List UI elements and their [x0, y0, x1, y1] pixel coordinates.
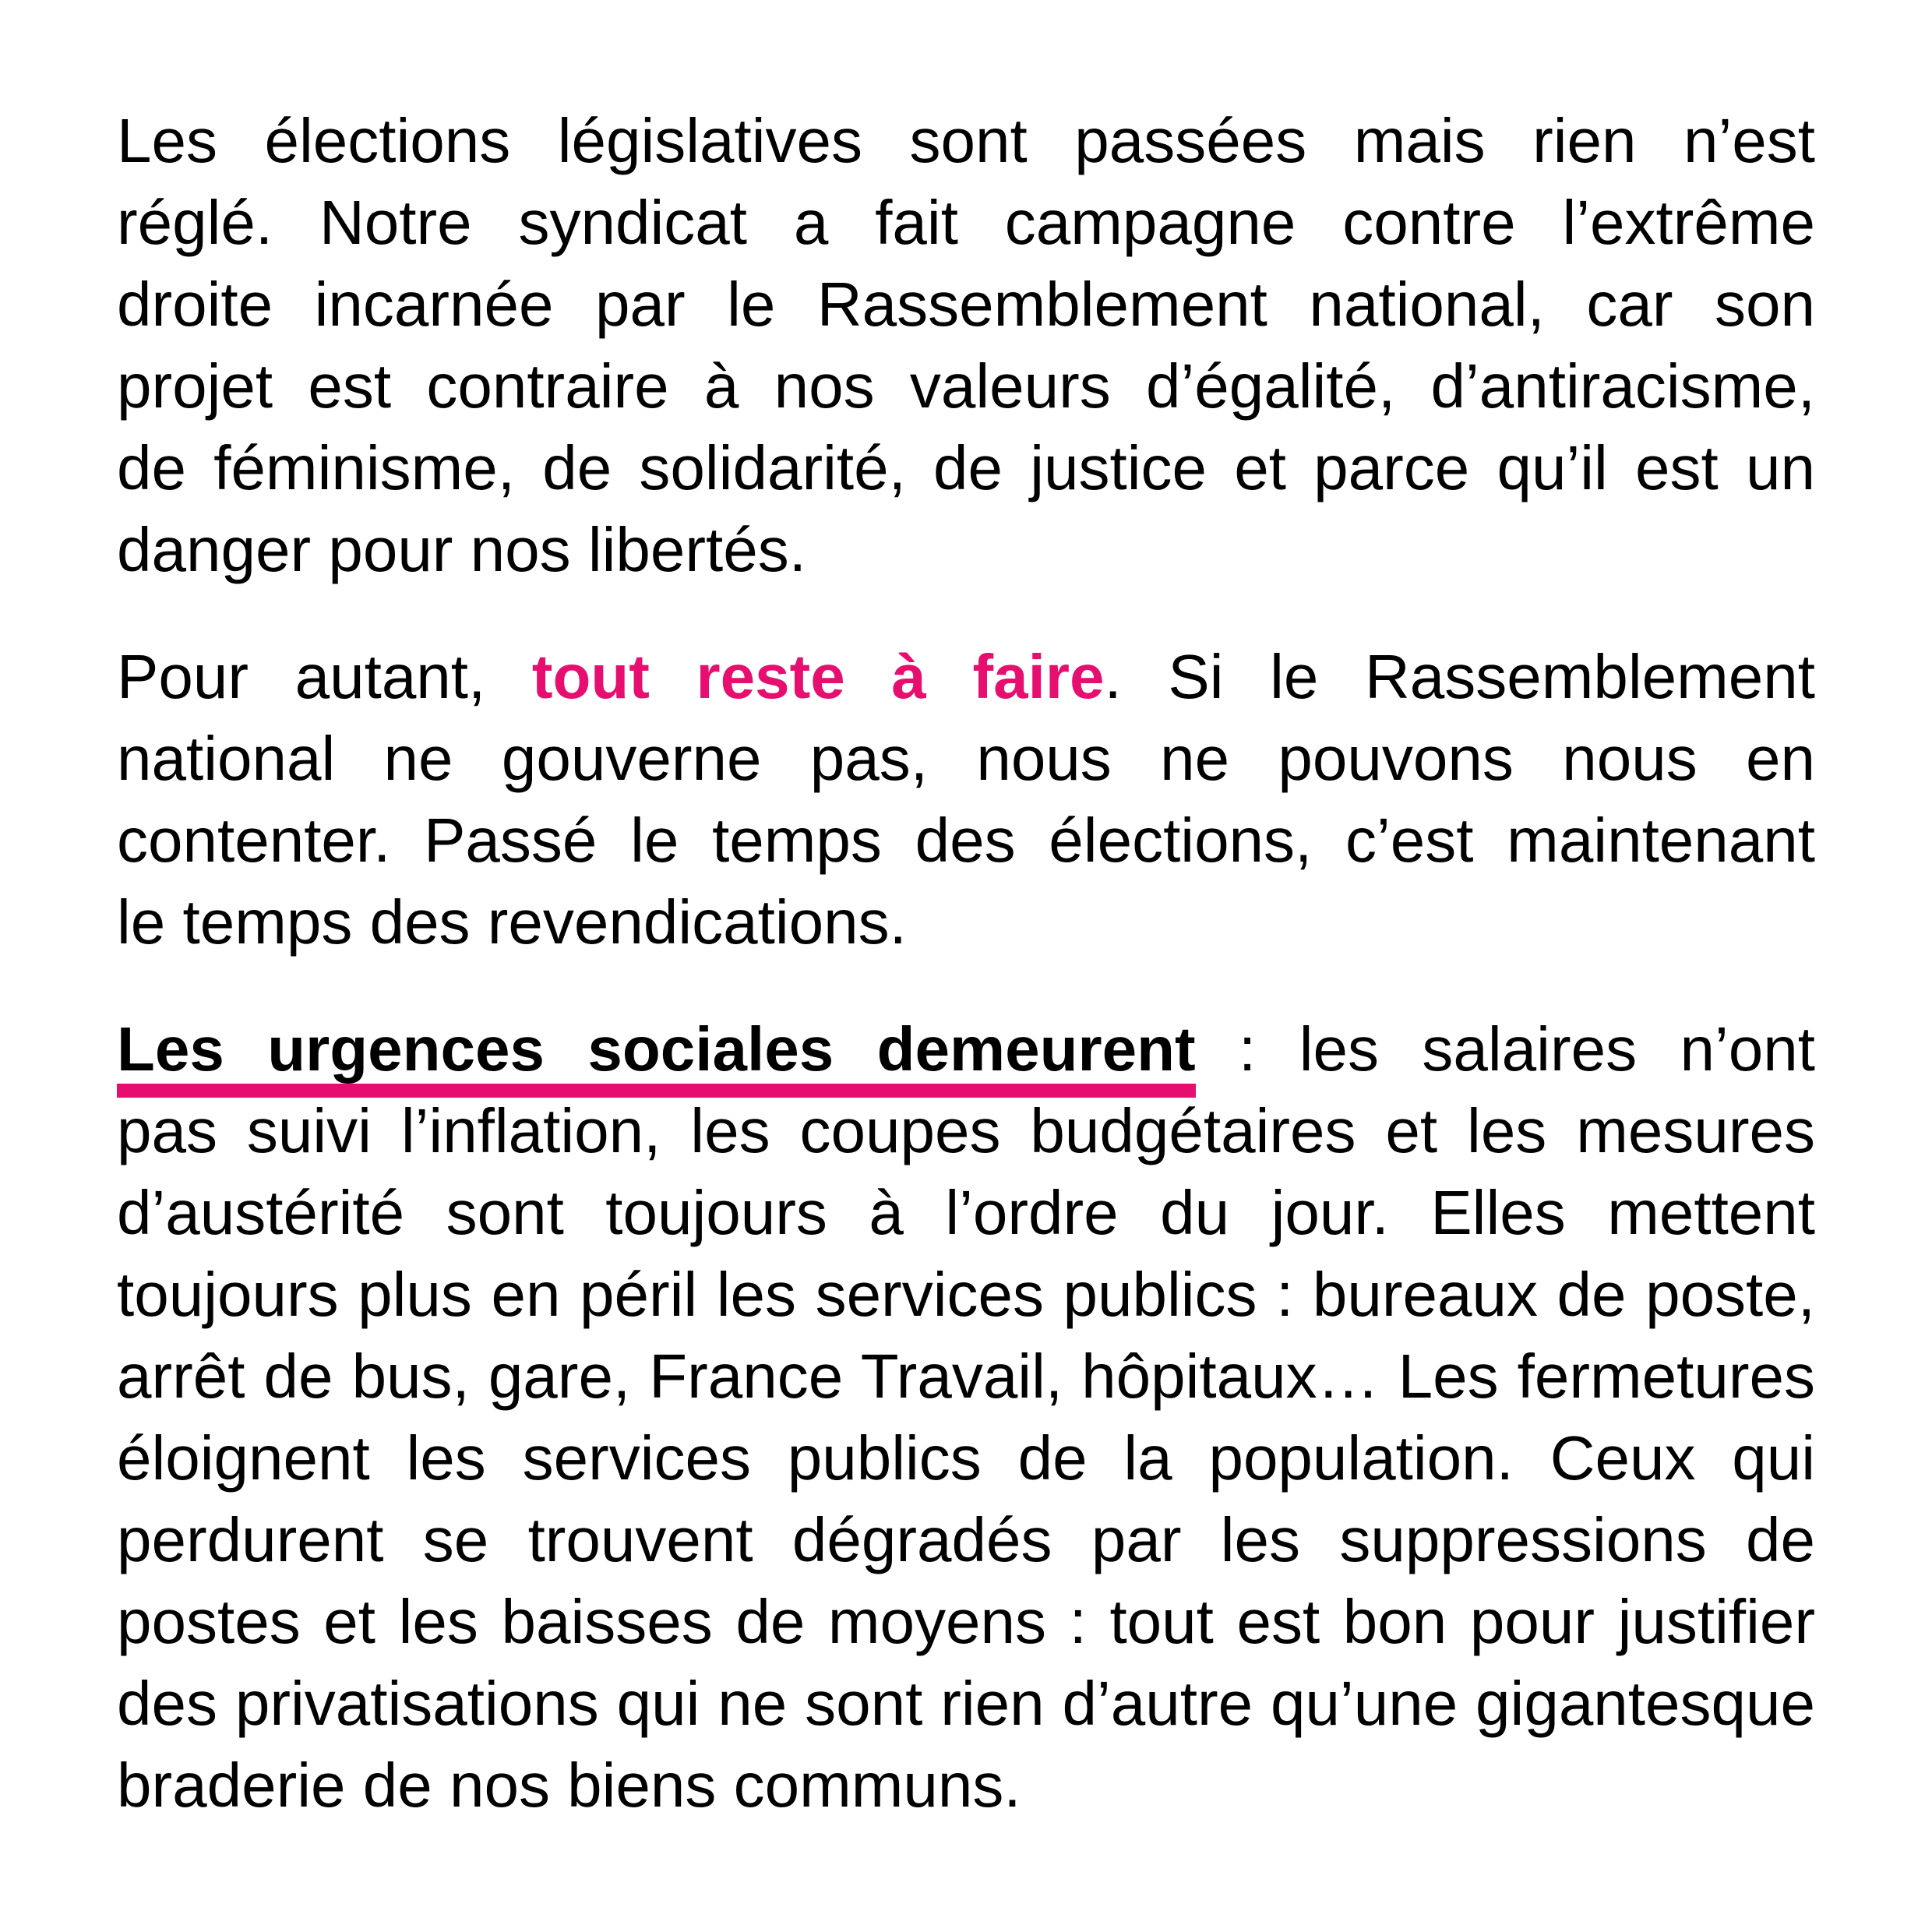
text-line: [117, 1172, 1815, 1253]
paragraph-tout-reste-a-faire: [117, 636, 1815, 963]
text-line: [117, 1499, 1815, 1581]
text-line: [117, 345, 1815, 427]
text-line: [117, 509, 1815, 591]
text-segment: des privatisations qui ne sont rien d’autre qu’une gigantesque: [117, 1669, 1815, 1738]
text-segment: contenter. Passé le temps des élections, c’est maintenant: [117, 806, 1815, 875]
text-segment: arrêt de bus, gare, France Travail, hôpitaux… Les fermetures: [117, 1341, 1815, 1411]
text-segment: toujours plus en péril les services publics : bureaux de poste,: [117, 1260, 1815, 1329]
text-segment: national ne gouverne pas, nous ne pouvons nous en: [117, 724, 1815, 793]
text-line: [117, 881, 1815, 963]
text-line: [117, 799, 1815, 881]
text-line: [117, 1662, 1815, 1744]
text-line: [117, 1417, 1815, 1499]
text-line: [117, 1253, 1815, 1335]
text-line: [117, 636, 1815, 717]
text-segment: droite incarnée par le Rassemblement national, car son: [117, 270, 1815, 339]
accent-text: tout reste à faire: [531, 642, 1105, 711]
text-line: [117, 1744, 1815, 1826]
text-line: [117, 717, 1815, 799]
text-segment: éloignent les services publics de la population. Ceux qui: [117, 1423, 1815, 1493]
text-line: [117, 263, 1815, 345]
text-line: [117, 1008, 1815, 1090]
text-segment: d’austérité sont toujours à l’ordre du jour. Elles mettent: [117, 1178, 1815, 1247]
text-segment: réglé. Notre syndicat a fait campagne contre l’extrême: [117, 188, 1815, 257]
text-segment: Les élections législatives sont passées mais rien n’est: [117, 106, 1815, 175]
paragraph-elections: [117, 100, 1815, 591]
paragraph-urgences-sociales: [117, 1008, 1815, 1826]
text-line: [117, 1581, 1815, 1662]
text-segment: braderie de nos biens communs.: [117, 1750, 1021, 1820]
text-line: [117, 100, 1815, 182]
text-segment: Pour autant,: [117, 642, 532, 711]
text-segment: postes et les baisses de moyens : tout est bon pour justifier: [117, 1587, 1815, 1656]
text-line: [117, 1335, 1815, 1417]
text-segment: . Si le Rassemblement: [1104, 642, 1816, 711]
text-segment: le temps des revendications.: [117, 887, 907, 957]
text-segment: de féminisme, de solidarité, de justice et parce qu’il est un: [117, 433, 1815, 502]
text-line: [117, 427, 1815, 509]
text-segment: danger pour nos libertés.: [117, 515, 806, 584]
text-line: [117, 182, 1815, 263]
heading-text: Les urgences sociales demeurent: [117, 1014, 1196, 1098]
text-segment: pas suivi l’inflation, les coupes budgétaires et les mesures: [117, 1096, 1815, 1165]
text-block: [117, 100, 1815, 1826]
text-segment: perdurent se trouvent dégradés par les suppressions de: [117, 1505, 1815, 1574]
text-line: [117, 1090, 1815, 1172]
text-segment: : les salaires n’ont: [1195, 1014, 1815, 1084]
text-segment: projet est contraire à nos valeurs d’égalité, d’antiracisme,: [117, 351, 1815, 421]
